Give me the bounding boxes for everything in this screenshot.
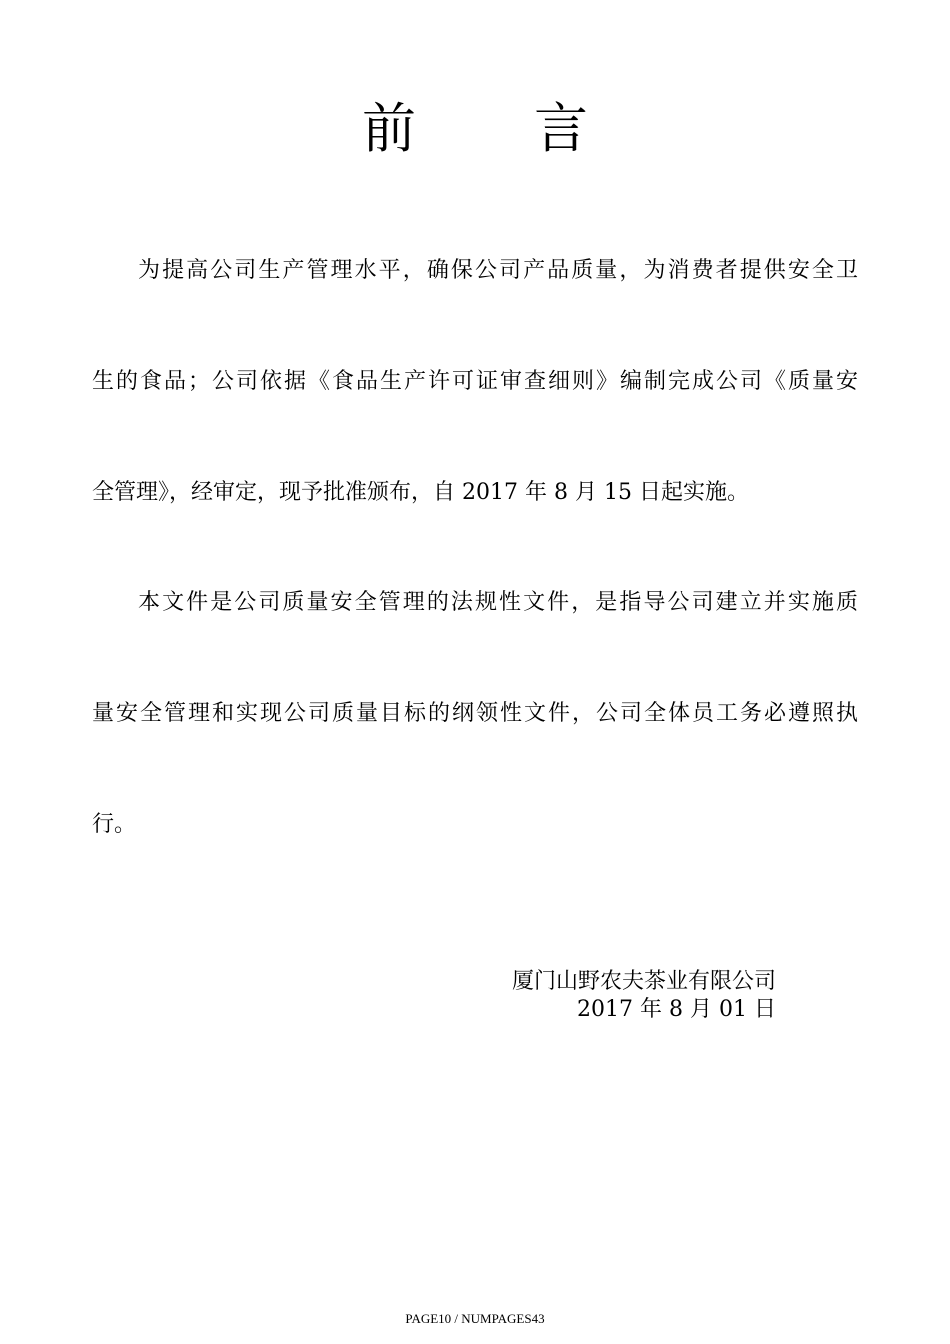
paragraph-line: 为提高公司生产管理水平，确保公司产品质量，为消费者提供安全卫 bbox=[138, 258, 858, 283]
page-title bbox=[0, 94, 950, 164]
paragraph-line: 量安全管理和实现公司质量目标的纲领性文件，公司全体员工务必遵照执 bbox=[92, 701, 858, 726]
signature-date: 2017 年 8 月 01 日 bbox=[577, 997, 776, 1022]
paragraph-line: 本文件是公司质量安全管理的法规性文件，是指导公司建立并实施质 bbox=[138, 590, 858, 615]
title-char-2: 言 bbox=[534, 97, 588, 160]
signature-company: 厦门山野农夫茶业有限公司 bbox=[511, 969, 776, 994]
paragraph-line: 行。 bbox=[92, 812, 137, 837]
paragraph-line: 全管理》，经审定，现予批准颁布，自 2017 年 8 月 15 日起实施。 bbox=[92, 480, 749, 505]
paragraph-line: 生的食品；公司依据《食品生产许可证审查细则》编制完成公司《质量安 bbox=[92, 369, 858, 394]
title-char-1: 前 bbox=[362, 97, 416, 160]
page-number-footer: PAGE10 / NUMPAGES43 bbox=[405, 1311, 545, 1326]
